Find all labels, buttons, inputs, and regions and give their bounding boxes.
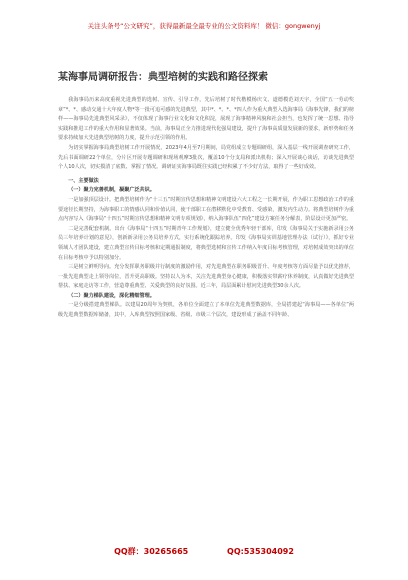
body-paragraph: 三是树立鲜明导向。充分发挥职务职级并行制度的激励作用，对先进典型在职务职级晋升、年度考核等方面尽量予以优先推荐，一批先进典型走上领导岗位，晋升更高职级。坚持以人为本，关注先进典型身心健康，积极落实带薪疗休养制度，认真做好先进典型帮扶、家庭走访等工作，营造尊重典型、关爱典型的良好氛围。近三年，局层面累计慰问先进典型30余人次。 <box>58 264 354 290</box>
document-title: 某海事局调研报告：典型培树的实践和路径探索 <box>58 72 268 83</box>
body-paragraph: 一是加强顶层设计。把典型培树作为“十三五”时期宣传思想和精神文明建设六大工程之一长期开展，作为职工思想政治工作的重要途径长期坚持，为海事职工的情感认同和价值认同，使干部职工在潜移默化中受教育、受感染，激发内生动力。将典型培树作为重点内容写入《海事局“十四五”时期宣传思想和精神文明专项规划》，纳入海事队伍“四化”建设方案任务分解表，阶层设计更加严密。 <box>58 196 354 223</box>
contact-footer <box>0 546 408 557</box>
document-body <box>58 96 354 321</box>
subsection-heading: （一）聚力完善机制，凝聚广泛共识。 <box>68 187 155 194</box>
promo-banner: 关注头条号“公文研究”，获得最新最全最专业的公文资料库！ 微信：gongwenyj <box>87 22 321 30</box>
subsection-heading: （二）聚力梯队建设，深化精细管理。 <box>68 292 155 299</box>
intro-paragraph: 我海事局历来高度重视先进典型的选树、宣传、引导工作，先后培树了时代楷模杨庆文、道德模范刘天宇，全国“五一劳动奖章”*、*、感动交通十大年度人物*等一批可追可感的先进典型，其中*、*、*、*四人作为重大典型入选海事局《海事先锋，我们的榜样——海事局先进典型风采录》，不仅体现了海事行业文化和文化积淀，展现了海事精神风貌和社会担当，也发挥了统一思想、指导实践和推进工作的重大作用和显著效果。当前，海事局正全力推进现代化强局建设，提升了海事高质量发展新的要求，新形势和任务要求持续加大先进典型培树的力度，提升示范引领的作用。 <box>58 97 354 142</box>
qq-group-text: QQ群：30265665 <box>114 547 189 556</box>
section-heading: 一、主要做法 <box>68 177 99 184</box>
body-paragraph: 二是完善配套机制。出台《海事局“十四五”时期青年工作规划》，建立健全优秀年轻干部库，印发《海事局关于实施新录用公务员三年培养计划的意见》，创新新录用公务员培养方式，实行系统化跟踪培养。印发《海事局实训基地管理办法（试行）》，抓好专业领域人才团队建设，建立典型宣传目标考核和定期通报制度，将典型选树和宣传工作纳入年度目标考核管理，对培树成效突出的单位在目标考核中予以特别加分。 <box>58 225 354 261</box>
survey-paragraph: 为切实掌握海事局典型培树工作开展情况，2023年4月至7月期间，局党组成立专题调研组，深入基层一线开展调查研究工作，先后书面调研22个单位，分片区开展专题调研和现场观摩3批次，覆盖10个分支局和派出机构；深入开展谈心谈话，访谈先进典型个人10人次，切实摸清了底数、掌握了情况。调研证实海事局既往实践已经积累了不少好方法，取得了一些好成效。 <box>58 144 354 171</box>
qq-text: QQ:535304092 <box>227 547 294 556</box>
body-paragraph: 一是分级搭建典型梯队。以建局20周年为契机，各单位全面建立了本单位先进典型数据库，全局搭建起“海事局——各单位”两级先进典型数据库储备，其中，入库典型按照国家级、省级、市级三个层次，建设形成了涵盖不同年龄、 <box>58 302 354 319</box>
